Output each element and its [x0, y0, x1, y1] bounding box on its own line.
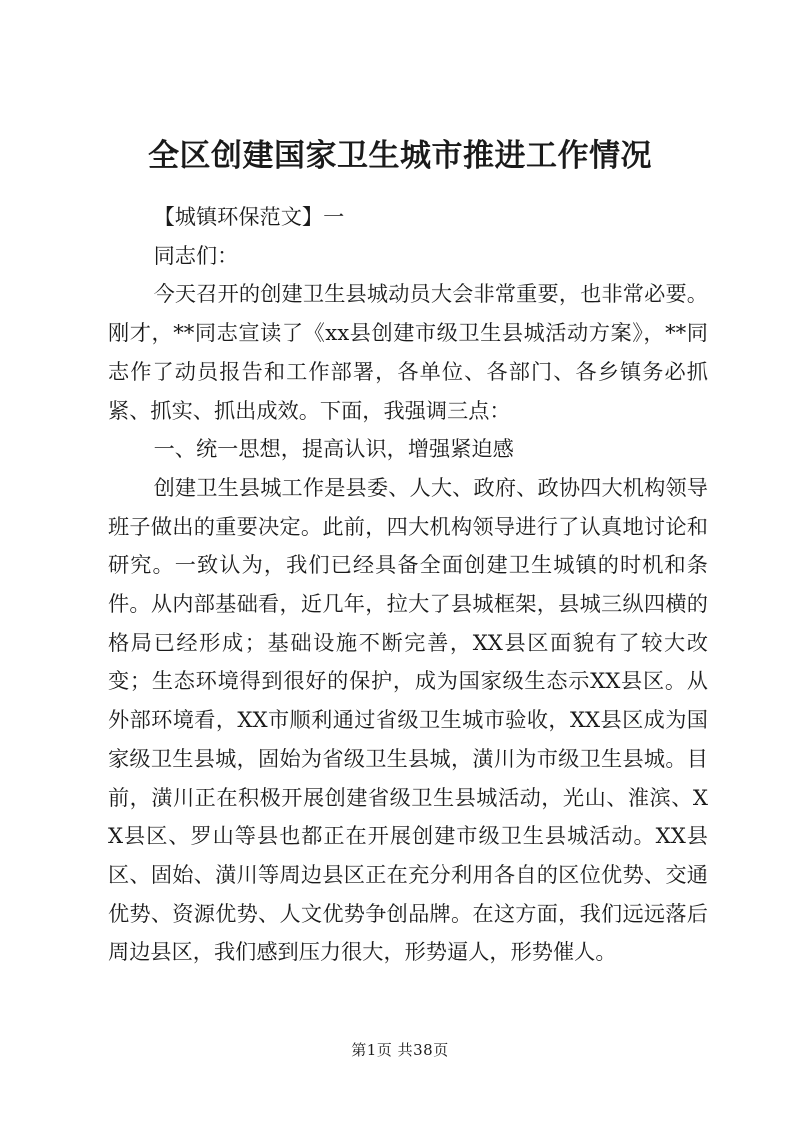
page-footer: 第1页 共38页 [351, 1041, 449, 1059]
salutation: 同志们： [153, 242, 239, 268]
category-line: 【城镇环保范文】一 [153, 204, 345, 229]
section-paragraph: 创建卫生县城工作是县委、人大、政府、政协四大机构领导班子做出的重要决定。此前，四大机构领导进行了认真地讨论和研究。一致认为，我们已经具备全面创建卫生城镇的时机和条件。从内部基础看，近几年，拉大了县城框架，县城三纵四横的格局已经形成；基础设施不断完善，XX县区面貌有了较大改变；生态环境得到很好的保护，成为国家级生态示XX县区。从外部环境看，XX市顺利通过省级卫生城市验收，XX县区成为国家级卫生县城，固始为省级卫生县城，潢川为市级卫生县城。目前，潢川正在积极开展创建省级卫生县城活动，光山、淮滨、XX县区、罗山等县也都正在开展创建市级卫生县城活动。XX县区、固始、潢川等周边县区正在充分利用各自的区位优势、交通优势、资源优势、人文优势争创品牌。在这方面，我们远远落后周边县区，我们感到压力很大，形势逼人，形势催人。 [108, 474, 708, 965]
document-title: 全区创建国家卫生城市推进工作情况 [148, 138, 652, 174]
section-heading: 一、统一思想，提高认识，增强紧迫感 [153, 436, 514, 462]
document-body [108, 198, 708, 972]
opening-paragraph: 今天召开的创建卫生县城动员大会非常重要，也非常必要。刚才，**同志宣读了《xx县创建市级卫生县城活动方案》，**同志作了动员报告和工作部署，各单位、各部门、各乡镇务必抓紧、抓实、抓出成效。下面，我强调三点： [108, 281, 708, 423]
